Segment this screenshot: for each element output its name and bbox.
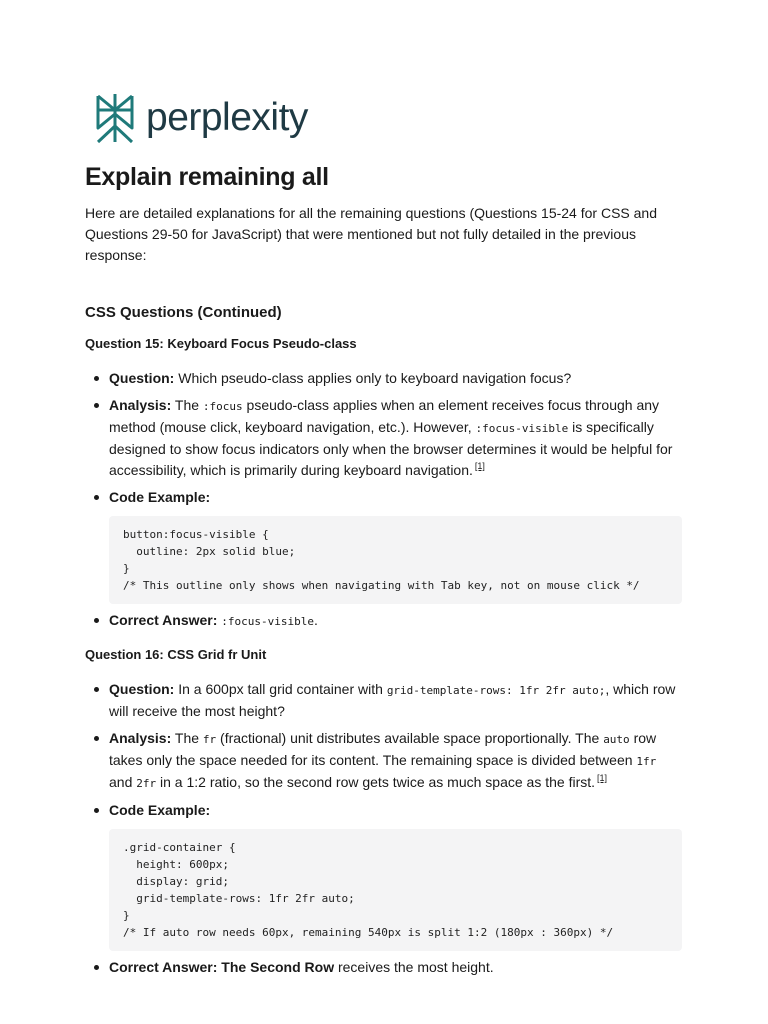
question-15-heading: Question 15: Keyboard Focus Pseudo-class	[85, 336, 357, 351]
list-item: Question: In a 600px tall grid container with grid-template-rows: 1fr 2fr auto;, which row will receive the most height?	[85, 679, 682, 722]
list-item: Code Example: .grid-container { height: 600px; display: grid; grid-template-rows: 1fr 2fr auto; } /* If auto row needs 60px, remaining 540px is split 1:2 (180px : 360px) */	[85, 800, 682, 951]
code-block: button:focus-visible { outline: 2px solid blue; } /* This outline only shows when navigating with Tab key, not on mouse click */	[109, 516, 682, 604]
question-16-heading: Question 16: CSS Grid fr Unit	[85, 647, 267, 662]
section-heading: CSS Questions (Continued)	[85, 304, 282, 321]
page-title: Explain remaining all	[85, 163, 329, 191]
intro-paragraph: Here are detailed explanations for all the remaining questions (Questions 15-24 for CSS and Questions 29-50 for JavaScript) that were mentioned but not fully detailed in the previous response:	[85, 205, 657, 263]
list-item: Correct Answer: :focus-visible.	[85, 610, 682, 632]
list-item: Analysis: The fr (fractional) unit distributes available space proportionally. The auto row takes only the space needed for its content. The remaining space is divided between 1fr and 2fr in a 1:2 ratio, so the second row gets twice as much space as the first. [1]	[85, 728, 682, 794]
list-item: Correct Answer: The Second Row receives the most height.	[85, 957, 682, 978]
perplexity-logo	[94, 92, 308, 144]
citation-link[interactable]: [1]	[597, 773, 608, 783]
question-15-list	[85, 368, 682, 638]
list-item: Analysis: The :focus pseudo-class applies when an element receives focus through any method (mouse click, keyboard navigation, etc.). However, :focus-visible is specifically designed to show focus indicators only when the browser determines it would be helpful for accessibility, which is primarily during keyboard navigation. [1]	[85, 395, 682, 481]
citation-link[interactable]: [1]	[474, 461, 485, 471]
perplexity-mark-icon	[94, 92, 136, 144]
code-block: .grid-container { height: 600px; display: grid; grid-template-rows: 1fr 2fr auto; } /* If auto row needs 60px, remaining 540px is split 1:2 (180px : 360px) */	[109, 829, 682, 951]
list-item: Code Example: button:focus-visible { outline: 2px solid blue; } /* This outline only shows when navigating with Tab key, not on mouse click */	[85, 487, 682, 604]
brand-wordmark: perplexity	[146, 96, 308, 139]
list-item: Question: Which pseudo-class applies only to keyboard navigation focus?	[85, 368, 682, 389]
question-16-list	[85, 679, 682, 984]
